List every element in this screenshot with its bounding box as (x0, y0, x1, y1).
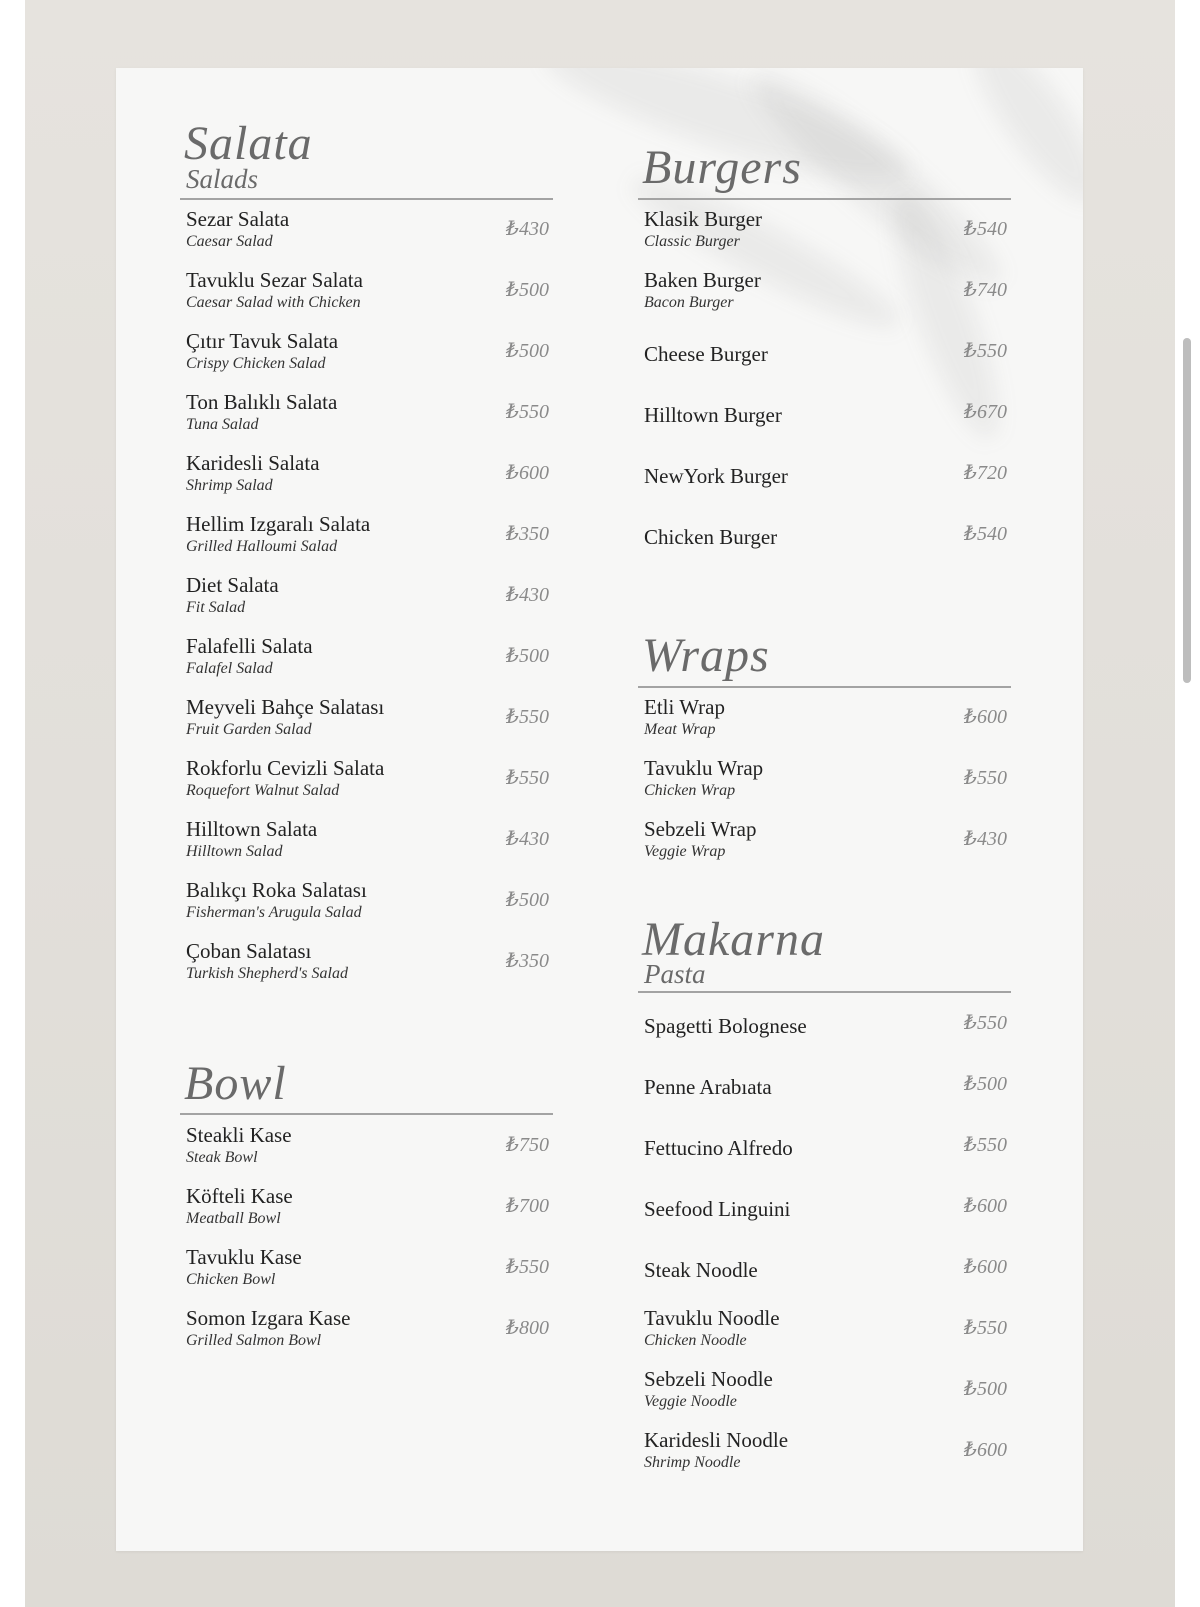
item-name: Diet Salata (186, 573, 279, 597)
item-price: ₺500 (506, 340, 549, 362)
item-price: ₺350 (506, 950, 549, 972)
item-price: ₺600 (964, 706, 1007, 728)
menu-item (180, 1124, 553, 1180)
item-translation: Shrimp Salad (186, 477, 273, 494)
scrollbar-thumb[interactable] (1183, 338, 1191, 683)
menu-item (638, 269, 1011, 325)
menu-item (180, 452, 553, 508)
item-price: ₺500 (964, 1073, 1007, 1095)
menu-item (638, 1368, 1011, 1424)
section-rule (638, 198, 1011, 200)
item-name: Balıkçı Roka Salatası (186, 878, 367, 902)
menu-item (180, 940, 553, 996)
item-name: Steakli Kase (186, 1123, 292, 1147)
menu-item (180, 1307, 553, 1363)
item-translation: Shrimp Noodle (644, 1454, 741, 1471)
item-name: Meyveli Bahçe Salatası (186, 695, 385, 719)
item-price: ₺500 (506, 889, 549, 911)
item-name: Tavuklu Wrap (644, 756, 764, 780)
item-translation: Chicken Noodle (644, 1332, 747, 1349)
item-price: ₺550 (964, 1134, 1007, 1156)
item-price: ₺600 (506, 462, 549, 484)
item-price: ₺800 (506, 1317, 549, 1339)
item-name: Tavuklu Kase (186, 1245, 302, 1269)
item-name: Steak Noodle (644, 1258, 758, 1282)
item-name: Hilltown Salata (186, 817, 318, 841)
item-price: ₺500 (964, 1378, 1007, 1400)
menu-item (180, 635, 553, 691)
item-price: ₺500 (506, 645, 549, 667)
menu-item (638, 1063, 1011, 1119)
item-price: ₺550 (506, 1256, 549, 1278)
section-rule (180, 198, 553, 200)
item-price: ₺550 (964, 340, 1007, 362)
menu-item (180, 391, 553, 447)
menu-item (180, 696, 553, 752)
item-price: ₺700 (506, 1195, 549, 1217)
menu-item (638, 757, 1011, 813)
scroll-track (1175, 0, 1200, 1607)
menu-item (638, 696, 1011, 752)
menu-item (638, 1124, 1011, 1180)
item-translation: Caesar Salad (186, 233, 273, 250)
item-price: ₺350 (506, 523, 549, 545)
item-translation: Falafel Salad (186, 660, 273, 677)
item-price: ₺550 (506, 767, 549, 789)
section-title-tr: Bowl (184, 1057, 287, 1110)
item-price: ₺600 (964, 1195, 1007, 1217)
section-title-tr: Makarna (642, 913, 825, 966)
item-name: Sebzeli Wrap (644, 817, 757, 841)
item-name: Sebzeli Noodle (644, 1367, 773, 1391)
item-translation: Grilled Halloumi Salad (186, 538, 338, 555)
item-translation: Roquefort Walnut Salad (186, 782, 340, 799)
section-rule (638, 991, 1011, 993)
menu-item (638, 391, 1011, 447)
item-name: Falafelli Salata (186, 634, 313, 658)
item-translation: Crispy Chicken Salad (186, 355, 326, 372)
menu-item (180, 818, 553, 874)
section-rule (180, 1113, 553, 1115)
menu-item (638, 1246, 1011, 1302)
section-title-tr: Burgers (642, 141, 802, 194)
item-name: Karidesli Salata (186, 451, 320, 475)
item-name: Cheese Burger (644, 342, 768, 366)
menu-item (638, 330, 1011, 386)
section-title-tr: Wraps (642, 629, 770, 682)
item-name: Somon Izgara Kase (186, 1306, 351, 1330)
item-price: ₺540 (964, 218, 1007, 240)
item-name: Tavuklu Sezar Salata (186, 268, 363, 292)
menu-item (638, 1307, 1011, 1363)
menu-item (180, 757, 553, 813)
item-translation: Tuna Salad (186, 416, 259, 433)
menu-page (116, 68, 1083, 1551)
item-price: ₺540 (964, 523, 1007, 545)
menu-item (638, 452, 1011, 508)
menu-item (638, 208, 1011, 264)
item-name: Etli Wrap (644, 695, 725, 719)
menu-item (638, 1002, 1011, 1058)
item-translation: Caesar Salad with Chicken (186, 294, 361, 311)
item-name: Köfteli Kase (186, 1184, 293, 1208)
leaf-shadow (954, 68, 1083, 217)
item-name: Çıtır Tavuk Salata (186, 329, 339, 353)
menu-item (180, 879, 553, 935)
item-translation: Fisherman's Arugula Salad (186, 904, 362, 921)
menu-item (180, 1246, 553, 1302)
item-translation: Veggie Noodle (644, 1393, 737, 1410)
item-name: Hilltown Burger (644, 403, 782, 427)
item-name: Seefood Linguini (644, 1197, 791, 1221)
menu-item (180, 330, 553, 386)
item-name: Hellim Izgaralı Salata (186, 512, 371, 536)
item-price: ₺670 (964, 401, 1007, 423)
menu-item (180, 513, 553, 569)
menu-item (638, 1429, 1011, 1485)
item-translation: Veggie Wrap (644, 843, 726, 860)
item-translation: Meatball Bowl (186, 1210, 281, 1227)
item-name: Rokforlu Cevizli Salata (186, 756, 385, 780)
item-name: Çoban Salatası (186, 939, 312, 963)
item-name: Fettucino Alfredo (644, 1136, 793, 1160)
item-translation: Classic Burger (644, 233, 740, 250)
item-name: Penne Arabıata (644, 1075, 772, 1099)
item-price: ₺550 (964, 767, 1007, 789)
item-name: Spagetti Bolognese (644, 1014, 807, 1038)
section-title-en: Pasta (644, 959, 706, 989)
section-title-en: Salads (186, 164, 259, 194)
menu-item (638, 818, 1011, 874)
item-price: ₺740 (964, 279, 1007, 301)
item-name: Ton Balıklı Salata (186, 390, 338, 414)
item-translation: Meat Wrap (644, 721, 716, 738)
item-price: ₺430 (964, 828, 1007, 850)
item-name: NewYork Burger (644, 464, 788, 488)
item-price: ₺550 (964, 1317, 1007, 1339)
item-translation: Bacon Burger (644, 294, 734, 311)
item-price: ₺500 (506, 279, 549, 301)
item-price: ₺430 (506, 218, 549, 240)
section-rule (638, 686, 1011, 688)
item-name: Sezar Salata (186, 207, 290, 231)
item-name: Chicken Burger (644, 525, 778, 549)
item-translation: Chicken Wrap (644, 782, 736, 799)
item-translation: Turkish Shepherd's Salad (186, 965, 348, 982)
section-title-tr: Salata (184, 117, 313, 170)
item-price: ₺550 (964, 1012, 1007, 1034)
item-price: ₺720 (964, 462, 1007, 484)
menu-item (638, 513, 1011, 569)
item-price: ₺430 (506, 584, 549, 606)
menu-item (638, 1185, 1011, 1241)
item-name: Tavuklu Noodle (644, 1306, 780, 1330)
menu-item (180, 208, 553, 264)
item-price: ₺550 (506, 706, 549, 728)
item-translation: Chicken Bowl (186, 1271, 276, 1288)
item-name: Klasik Burger (644, 207, 763, 231)
item-price: ₺600 (964, 1439, 1007, 1461)
item-translation: Steak Bowl (186, 1149, 258, 1166)
item-translation: Fruit Garden Salad (186, 721, 312, 738)
item-name: Karidesli Noodle (644, 1428, 789, 1452)
item-price: ₺430 (506, 828, 549, 850)
menu-item (180, 1185, 553, 1241)
item-translation: Grilled Salmon Bowl (186, 1332, 322, 1349)
item-price: ₺600 (964, 1256, 1007, 1278)
menu-item (180, 269, 553, 325)
item-name: Baken Burger (644, 268, 761, 292)
item-translation: Fit Salad (186, 599, 246, 616)
menu-item (180, 574, 553, 630)
item-price: ₺550 (506, 401, 549, 423)
item-translation: Hilltown Salad (186, 843, 283, 860)
item-price: ₺750 (506, 1134, 549, 1156)
